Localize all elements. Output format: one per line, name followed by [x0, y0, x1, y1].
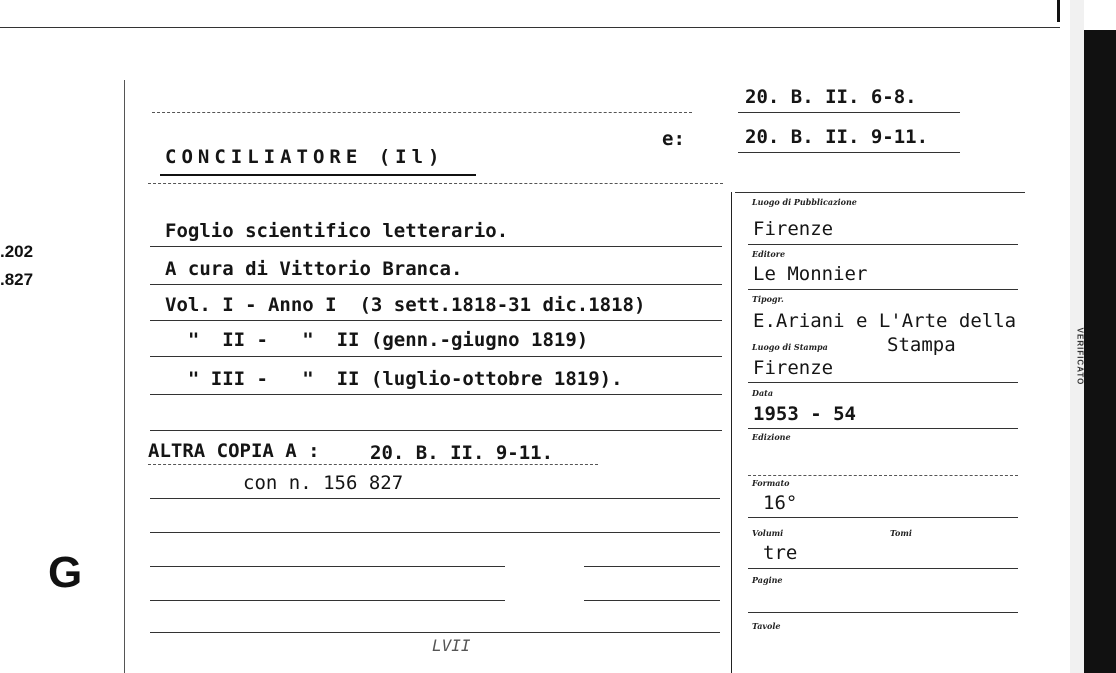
publisher-rule: [748, 289, 1018, 290]
shelf-connector: e:: [662, 128, 685, 150]
volumes-value: tre: [763, 542, 798, 564]
side-stamp: VERIFICATO: [1075, 327, 1085, 386]
other-copy-note: con n. 156 827: [243, 472, 404, 494]
desc-rule-1: [150, 246, 722, 247]
format-rule: [748, 517, 1018, 518]
blank-rule-2: [150, 532, 720, 533]
description-line-4: " II - " II (genn.-giugno 1819): [165, 329, 589, 351]
date-label: Data: [752, 388, 773, 398]
place-value: Firenze: [753, 218, 834, 240]
margin-number-2: .827: [0, 270, 34, 289]
volumes-label: Volumi: [752, 528, 784, 538]
top-edge-line: [0, 27, 1060, 28]
blank-rule-1: [150, 498, 720, 499]
desc-rule-4: [150, 356, 722, 357]
blank-rule-4b: [584, 600, 720, 601]
volumes-rule: [748, 568, 1018, 569]
other-copy-value: 20. B. II. 9-11.: [370, 442, 554, 464]
date-rule: [748, 428, 1018, 429]
left-vertical-rule: [124, 80, 125, 673]
shelfmark-1-underline: [738, 112, 960, 113]
right-edge-bar: [1084, 30, 1116, 673]
margin-letter: G: [48, 548, 83, 597]
top-right-corner: [1057, 0, 1060, 22]
printer-label: Tipogr.: [752, 294, 784, 304]
desc-rule-6: [150, 430, 722, 431]
description-line-3: Vol. I - Anno I (3 sett.1818-31 dic.1818): [165, 294, 646, 316]
record-title: CONCILIATORE (Il): [165, 146, 445, 168]
pages-label: Pagine: [752, 575, 783, 585]
description-line-5: " III - " II (luglio-ottobre 1819).: [165, 368, 623, 390]
desc-rule-5: [150, 394, 722, 395]
other-copy-label: ALTRA COPIA A :: [148, 440, 320, 462]
title-rule: [148, 183, 723, 184]
publisher-value: Le Monnier: [753, 263, 868, 285]
desc-rule-3: [150, 320, 722, 321]
field-box-top: [735, 192, 1025, 193]
blank-rule-4: [150, 600, 505, 601]
desc-rule-2: [150, 284, 722, 285]
blank-rule-5: [150, 632, 720, 633]
description-line-2: A cura di Vittorio Branca.: [165, 258, 463, 280]
edition-rule: [748, 475, 1018, 476]
date-value: 1953 - 54: [753, 403, 856, 425]
title-underline: [160, 174, 476, 176]
shelfmark-2: 20. B. II. 9-11.: [745, 126, 929, 148]
bottom-mark: LVII: [432, 636, 471, 655]
format-value: 16°: [763, 492, 798, 514]
publisher-label: Editore: [752, 249, 786, 259]
place-rule: [748, 244, 1018, 245]
edition-label: Edizione: [752, 432, 791, 442]
margin-number-1: .202: [0, 242, 34, 261]
printer-value-2: Stampa: [887, 334, 956, 356]
blank-rule-3b: [584, 566, 720, 567]
print-place-label: Luogo di Stampa: [752, 342, 828, 352]
blank-rule-3: [150, 566, 505, 567]
place-label: Luogo di Pubblicazione: [752, 197, 857, 207]
plates-label: Tavole: [752, 621, 781, 631]
field-box-left-rule: [731, 192, 732, 673]
shelfmark-rule-left: [152, 112, 692, 113]
print-place-rule: [748, 382, 1018, 383]
other-copy-rule: [148, 464, 598, 465]
print-place-value: Firenze: [753, 357, 834, 379]
shelfmark-2-underline: [738, 152, 960, 153]
description-line-1: Foglio scientifico letterario.: [165, 220, 509, 242]
pages-rule: [748, 612, 1018, 613]
tomes-label: Tomi: [890, 528, 912, 538]
printer-value-1: E.Ariani e L'Arte della: [753, 310, 1017, 332]
format-label: Formato: [752, 478, 790, 488]
shelfmark-1: 20. B. II. 6-8.: [745, 86, 917, 108]
